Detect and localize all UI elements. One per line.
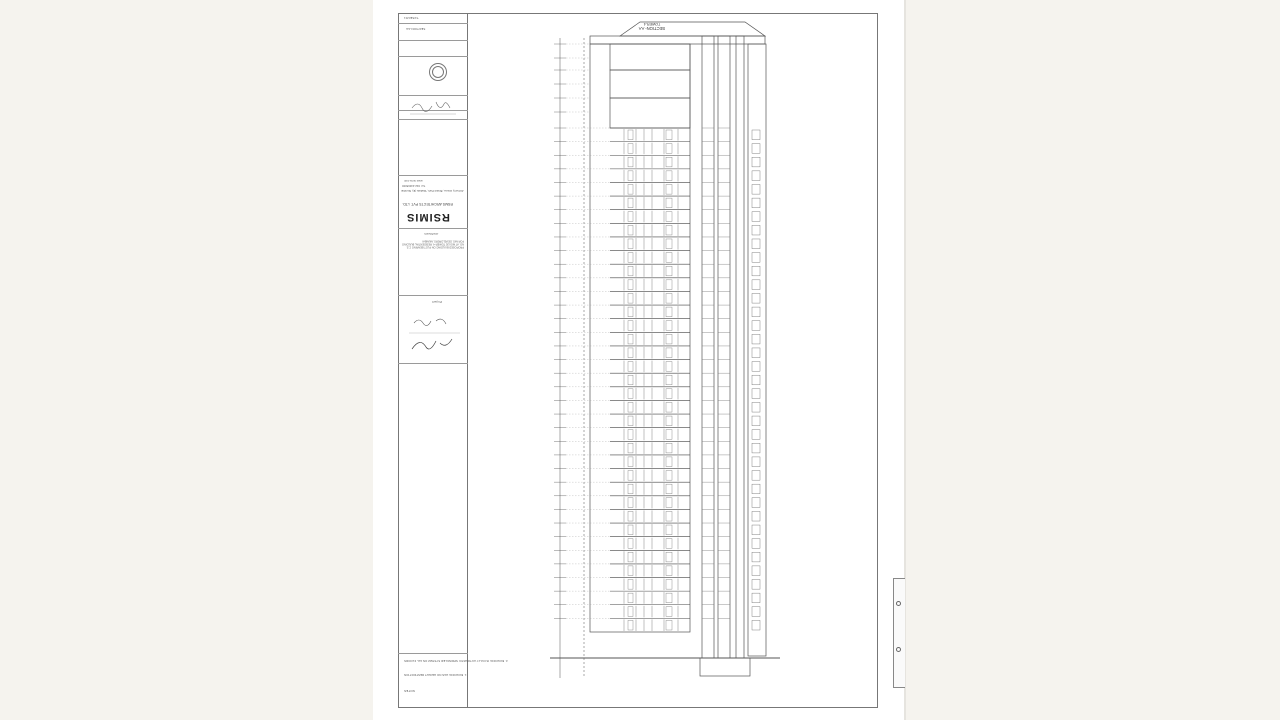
opening [628,184,633,194]
balcony [752,375,760,385]
opening [628,580,633,590]
opening [666,212,672,222]
opening [666,402,672,412]
opening [628,471,633,481]
opening [628,280,633,290]
opening [628,198,633,208]
opening [628,321,633,331]
opening [666,266,672,276]
opening [666,239,672,249]
opening [628,593,633,603]
opening [628,348,633,358]
balcony [752,225,760,235]
role-label: Architects [424,232,439,236]
floor-levels [554,44,760,631]
opening [666,566,672,576]
opening [628,443,633,453]
opening [666,144,672,154]
opening [666,171,672,181]
balcony [752,552,760,562]
balcony [752,430,760,440]
balcony [752,239,760,249]
opening [666,130,672,140]
basement-block [700,658,750,676]
upper-floor-b [610,70,690,98]
tb-divider [398,653,468,654]
approval-seal-inner [432,66,444,78]
balcony [752,389,760,399]
opening [628,144,633,154]
balcony [752,539,760,549]
project-label: Project [432,300,443,304]
opening [628,511,633,521]
opening [666,525,672,535]
opening [666,321,672,331]
balcony [752,525,760,535]
side-wing [748,44,766,656]
tb-divider [398,23,468,24]
opening [628,253,633,263]
opening [628,293,633,303]
balcony [752,293,760,303]
opening [666,253,672,263]
opening [628,552,633,562]
balcony [752,198,760,208]
notes-item-1: 1. BUILDING HAS NO HEIGHT RESTRICTION [404,673,467,677]
opening [666,334,672,344]
balcony [752,334,760,344]
balcony [752,253,760,263]
balcony [752,498,760,508]
balcony [752,171,760,181]
firm-address: Alchemy House, Bhakti Park, Wadala (E), Mumbai [401,189,464,192]
lift-core-1 [702,36,714,658]
project-description: PROPOSED BUILDING ON PLOT BEARING C.S. NO. AT MOUJE TOWER-4, RESIDENTIAL BUILDING FOR M/S. DEVELOPERS, MUMBAI [402,239,464,249]
drawing-title: SECTION-AA [406,27,426,31]
opening [628,225,633,235]
opening [666,157,672,167]
opening [628,607,633,617]
balcony [752,593,760,603]
section-title: SECTION- AA [638,26,666,31]
opening [628,334,633,344]
tb-divider [398,40,468,41]
balcony [752,511,760,521]
punch-hole [896,647,901,652]
opening [628,389,633,399]
balcony [752,144,760,154]
opening [666,484,672,494]
opening [666,389,672,399]
balcony [752,471,760,481]
opening [666,430,672,440]
opening [628,375,633,385]
balcony [752,484,760,494]
drawing-no: T4/SEC/01 [404,16,419,20]
tb-divider [398,228,468,229]
tower-label: TOWER-4 [643,22,661,26]
title-block [398,13,508,708]
opening [628,498,633,508]
consultant-signatures [406,311,462,361]
tb-divider [398,363,468,364]
opening [666,184,672,194]
balcony [752,620,760,630]
opening [628,484,633,494]
balcony [752,307,760,317]
opening [666,280,672,290]
opening [666,457,672,467]
opening [666,225,672,235]
opening [628,130,633,140]
balcony [752,280,760,290]
opening [666,552,672,562]
opening [628,307,633,317]
opening [628,620,633,630]
balcony [752,157,760,167]
balcony [752,321,760,331]
opening [628,539,633,549]
lift-core-2 [718,36,730,658]
balcony [752,457,760,467]
opening [666,293,672,303]
opening [666,375,672,385]
upper-floor-a [610,44,690,70]
opening [666,580,672,590]
opening [628,171,633,181]
opening [666,471,672,481]
opening [666,511,672,521]
opening [628,212,633,222]
opening [666,362,672,372]
tb-divider [398,119,468,120]
service-shaft [736,36,744,658]
notes-title: NOTES [404,689,415,693]
opening [666,443,672,453]
opening [628,430,633,440]
opening [628,266,633,276]
opening [666,198,672,208]
signature-graphic [408,96,458,116]
opening [666,593,672,603]
opening [628,239,633,249]
opening [628,362,633,372]
opening [666,498,672,508]
opening [628,416,633,426]
opening [666,539,672,549]
balcony [752,362,760,372]
opening [666,348,672,358]
balcony [752,416,760,426]
opening [628,525,633,535]
tb-divider [398,295,468,296]
opening [666,607,672,617]
firm-logo: RSIMIS [406,211,450,223]
opening [666,307,672,317]
balcony [752,566,760,576]
opening [666,620,672,630]
tb-divider [398,56,468,57]
balcony [752,184,760,194]
firm-web: www.rsms.com [404,179,423,182]
firm-contact: Tel: 022-24095000 [402,184,426,187]
upper-floor-c [610,98,690,128]
balcony [752,212,760,222]
opening [628,402,633,412]
tb-divider [398,175,468,176]
roof-slab [590,36,765,44]
opening [628,157,633,167]
notes-item-2: 2. BUILDING IS FULLY AUTOMATIC SPRINKLER SYSTEM ON ALL FLOORS [404,659,508,663]
balcony [752,348,760,358]
binder-clip [893,578,905,688]
main-tower-block [590,44,690,632]
balcony [752,402,760,412]
firm-name: RSMS ARCHITECTS PVT. LTD. [402,202,453,206]
balcony [752,266,760,276]
opening [628,566,633,576]
building-section-drawing [540,18,800,683]
balcony [752,607,760,617]
opening [666,416,672,426]
balcony [752,130,760,140]
balcony [752,443,760,453]
punch-hole [896,601,901,606]
opening [628,457,633,467]
balcony [752,580,760,590]
